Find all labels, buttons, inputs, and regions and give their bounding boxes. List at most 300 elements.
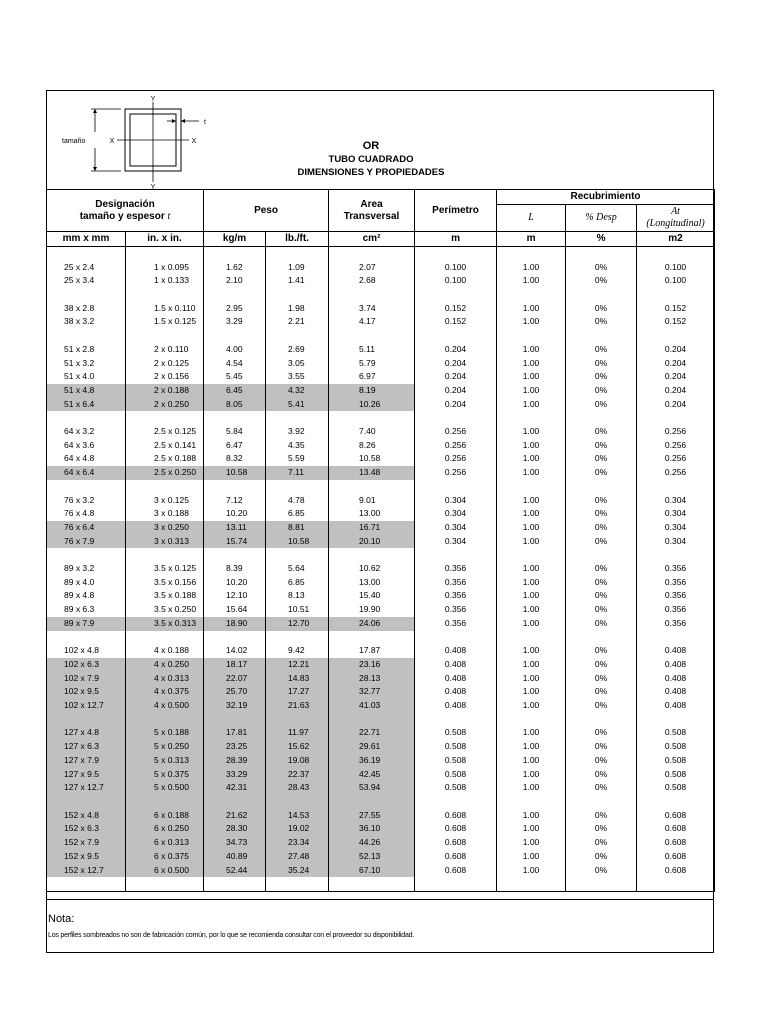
spacer-cell: [47, 877, 126, 891]
cell-desp: 0%: [566, 809, 637, 823]
header-area: Area Transversal: [329, 190, 415, 232]
cell-per: 0.408: [415, 699, 497, 713]
cell-inch: 6 x 0.500: [126, 864, 204, 878]
spacer-cell: [204, 288, 266, 302]
table-row: [47, 781, 715, 795]
spacer-row: [47, 877, 715, 891]
cell-per: 0.608: [415, 836, 497, 850]
cell-L: 1.00: [497, 466, 566, 480]
cell-mm: 127 x 12.7: [47, 781, 126, 795]
square-tube-section-diagram: [57, 94, 247, 190]
cell-L: 1.00: [497, 507, 566, 521]
cell-at: 0.204: [637, 370, 715, 384]
cell-at: 0.100: [637, 261, 715, 275]
table-row: [47, 685, 715, 699]
cell-inch: 3.5 x 0.188: [126, 589, 204, 603]
unit-header-0: mm x mm: [47, 232, 126, 247]
cell-mm: 64 x 3.2: [47, 425, 126, 439]
header-desp: % Desp: [566, 205, 637, 232]
cell-desp: 0%: [566, 357, 637, 371]
cell-desp: 0%: [566, 726, 637, 740]
cell-L: 1.00: [497, 740, 566, 754]
cell-lb: 1.09: [266, 261, 329, 275]
spacer-cell: [329, 411, 415, 425]
cell-mm: 89 x 4.0: [47, 576, 126, 590]
cell-L: 1.00: [497, 658, 566, 672]
cell-area: 28.13: [329, 672, 415, 686]
cell-mm: 89 x 4.8: [47, 589, 126, 603]
cell-per: 0.152: [415, 302, 497, 316]
cell-mm: 89 x 3.2: [47, 562, 126, 576]
spacer-cell: [497, 548, 566, 562]
cell-L: 1.00: [497, 452, 566, 466]
cell-mm: 64 x 3.6: [47, 439, 126, 453]
cell-lb: 19.02: [266, 822, 329, 836]
spacer-cell: [497, 713, 566, 727]
cell-area: 52.13: [329, 850, 415, 864]
axis-y-top-label: Y: [150, 96, 156, 103]
cell-L: 1.00: [497, 494, 566, 508]
properties-table: [46, 189, 715, 892]
cell-desp: 0%: [566, 261, 637, 275]
cell-at: 0.256: [637, 425, 715, 439]
page-title: OR: [362, 140, 380, 152]
cell-lb: 5.64: [266, 562, 329, 576]
cell-kg: 1.62: [204, 261, 266, 275]
spacer-row: [47, 329, 715, 343]
cell-mm: 76 x 6.4: [47, 521, 126, 535]
cell-area: 44.26: [329, 836, 415, 850]
cell-area: 13.00: [329, 507, 415, 521]
note-area: [47, 899, 713, 954]
spacer-row: [47, 247, 715, 261]
table-row: [47, 302, 715, 316]
unit-header-2: kg/m: [204, 232, 266, 247]
cell-per: 0.100: [415, 274, 497, 288]
cell-desp: 0%: [566, 685, 637, 699]
cell-kg: 18.17: [204, 658, 266, 672]
cell-desp: 0%: [566, 452, 637, 466]
cell-lb: 19.08: [266, 754, 329, 768]
cell-inch: 6 x 0.375: [126, 850, 204, 864]
thickness-label: t: [204, 119, 206, 126]
cell-kg: 18.90: [204, 617, 266, 631]
cell-inch: 2 x 0.125: [126, 357, 204, 371]
table-row: [47, 357, 715, 371]
cell-at: 0.508: [637, 740, 715, 754]
table-row: [47, 864, 715, 878]
cell-mm: 152 x 6.3: [47, 822, 126, 836]
spacer-cell: [126, 288, 204, 302]
cell-lb: 6.85: [266, 507, 329, 521]
cell-desp: 0%: [566, 836, 637, 850]
table-row: [47, 261, 715, 275]
document-sheet: [46, 90, 714, 953]
cell-L: 1.00: [497, 822, 566, 836]
cell-desp: 0%: [566, 672, 637, 686]
cell-lb: 10.58: [266, 535, 329, 549]
table-row: [47, 589, 715, 603]
spacer-cell: [47, 795, 126, 809]
cell-area: 10.58: [329, 452, 415, 466]
cell-inch: 2 x 0.110: [126, 343, 204, 357]
cell-mm: 51 x 4.0: [47, 370, 126, 384]
cell-lb: 6.85: [266, 576, 329, 590]
cell-area: 3.74: [329, 302, 415, 316]
spacer-cell: [126, 877, 204, 891]
cell-area: 23.16: [329, 658, 415, 672]
cell-inch: 4 x 0.313: [126, 672, 204, 686]
cell-L: 1.00: [497, 726, 566, 740]
cell-lb: 8.81: [266, 521, 329, 535]
cell-per: 0.204: [415, 384, 497, 398]
cell-per: 0.508: [415, 740, 497, 754]
spacer-cell: [329, 631, 415, 645]
cell-inch: 5 x 0.375: [126, 768, 204, 782]
cell-inch: 1 x 0.133: [126, 274, 204, 288]
cell-desp: 0%: [566, 850, 637, 864]
spacer-cell: [415, 480, 497, 494]
cell-area: 41.03: [329, 699, 415, 713]
spacer-cell: [637, 795, 715, 809]
cell-per: 0.408: [415, 658, 497, 672]
spacer-cell: [566, 480, 637, 494]
cell-per: 0.100: [415, 261, 497, 275]
spacer-cell: [497, 631, 566, 645]
cell-at: 0.508: [637, 781, 715, 795]
table-row: [47, 644, 715, 658]
table-row: [47, 425, 715, 439]
cell-lb: 2.69: [266, 343, 329, 357]
cell-mm: 152 x 12.7: [47, 864, 126, 878]
table-row: [47, 494, 715, 508]
table-row: [47, 850, 715, 864]
cell-lb: 23.34: [266, 836, 329, 850]
spacer-row: [47, 548, 715, 562]
cell-desp: 0%: [566, 384, 637, 398]
header-perimetro: Perímetro: [415, 190, 497, 232]
spacer-cell: [204, 795, 266, 809]
cell-at: 0.408: [637, 658, 715, 672]
spacer-cell: [637, 288, 715, 302]
cell-inch: 1.5 x 0.110: [126, 302, 204, 316]
cell-L: 1.00: [497, 370, 566, 384]
cell-at: 0.508: [637, 768, 715, 782]
spacer-cell: [637, 548, 715, 562]
cell-desp: 0%: [566, 781, 637, 795]
spacer-cell: [204, 411, 266, 425]
spacer-cell: [637, 411, 715, 425]
spacer-cell: [329, 480, 415, 494]
cell-inch: 2 x 0.250: [126, 398, 204, 412]
table-row: [47, 754, 715, 768]
cell-mm: 25 x 3.4: [47, 274, 126, 288]
header-recubrimiento: Recubrimiento: [497, 190, 715, 205]
cell-kg: 2.95: [204, 302, 266, 316]
cell-area: 9.01: [329, 494, 415, 508]
cell-L: 1.00: [497, 425, 566, 439]
cell-at: 0.508: [637, 754, 715, 768]
spacer-cell: [266, 480, 329, 494]
header-L: L: [497, 205, 566, 232]
cell-kg: 14.02: [204, 644, 266, 658]
spacer-row: [47, 411, 715, 425]
spacer-row: [47, 480, 715, 494]
cell-lb: 22.37: [266, 768, 329, 782]
spacer-cell: [266, 877, 329, 891]
cell-per: 0.356: [415, 576, 497, 590]
cell-desp: 0%: [566, 274, 637, 288]
cell-per: 0.204: [415, 343, 497, 357]
cell-kg: 5.84: [204, 425, 266, 439]
spacer-cell: [266, 548, 329, 562]
cell-at: 0.304: [637, 535, 715, 549]
spacer-cell: [47, 548, 126, 562]
cell-at: 0.408: [637, 699, 715, 713]
cell-at: 0.256: [637, 439, 715, 453]
unit-header-7: %: [566, 232, 637, 247]
cell-at: 0.356: [637, 603, 715, 617]
cell-kg: 10.20: [204, 507, 266, 521]
cell-at: 0.256: [637, 466, 715, 480]
spacer-cell: [126, 713, 204, 727]
cell-at: 0.304: [637, 507, 715, 521]
spacer-cell: [566, 795, 637, 809]
cell-inch: 5 x 0.250: [126, 740, 204, 754]
cell-kg: 28.30: [204, 822, 266, 836]
spacer-cell: [566, 288, 637, 302]
cell-kg: 8.39: [204, 562, 266, 576]
cell-desp: 0%: [566, 494, 637, 508]
cell-desp: 0%: [566, 562, 637, 576]
spacer-cell: [415, 548, 497, 562]
cell-at: 0.408: [637, 685, 715, 699]
unit-header-4: cm²: [329, 232, 415, 247]
cell-desp: 0%: [566, 603, 637, 617]
cell-area: 53.94: [329, 781, 415, 795]
spacer-cell: [329, 329, 415, 343]
cell-kg: 33.29: [204, 768, 266, 782]
cell-area: 8.26: [329, 439, 415, 453]
cell-kg: 2.10: [204, 274, 266, 288]
cell-inch: 3.5 x 0.156: [126, 576, 204, 590]
cell-lb: 5.59: [266, 452, 329, 466]
cell-per: 0.304: [415, 494, 497, 508]
cell-at: 0.204: [637, 398, 715, 412]
cell-area: 7.40: [329, 425, 415, 439]
cell-lb: 5.41: [266, 398, 329, 412]
cell-per: 0.408: [415, 672, 497, 686]
cell-per: 0.152: [415, 315, 497, 329]
cell-area: 36.19: [329, 754, 415, 768]
spacer-cell: [47, 329, 126, 343]
unit-header-6: m: [497, 232, 566, 247]
spacer-cell: [126, 480, 204, 494]
cell-per: 0.356: [415, 603, 497, 617]
spacer-cell: [566, 247, 637, 261]
cell-area: 17.87: [329, 644, 415, 658]
table-row: [47, 809, 715, 823]
cell-kg: 17.81: [204, 726, 266, 740]
cell-desp: 0%: [566, 343, 637, 357]
cell-at: 0.204: [637, 357, 715, 371]
spacer-cell: [566, 411, 637, 425]
cell-kg: 3.29: [204, 315, 266, 329]
cell-desp: 0%: [566, 507, 637, 521]
cell-at: 0.304: [637, 521, 715, 535]
cell-mm: 152 x 9.5: [47, 850, 126, 864]
spacer-cell: [204, 713, 266, 727]
cell-lb: 4.78: [266, 494, 329, 508]
cell-per: 0.304: [415, 535, 497, 549]
note-text: Los perfiles sombreados no son de fabricación común, por lo que se recomienda consultar con el proveedor su disponibilidad.: [48, 932, 415, 939]
spacer-cell: [47, 411, 126, 425]
cell-area: 19.90: [329, 603, 415, 617]
spacer-cell: [415, 877, 497, 891]
spacer-cell: [566, 631, 637, 645]
cell-mm: 51 x 4.8: [47, 384, 126, 398]
table-row: [47, 768, 715, 782]
cell-mm: 76 x 7.9: [47, 535, 126, 549]
cell-L: 1.00: [497, 343, 566, 357]
cell-at: 0.356: [637, 589, 715, 603]
table-row: [47, 562, 715, 576]
cell-kg: 22.07: [204, 672, 266, 686]
cell-inch: 4 x 0.500: [126, 699, 204, 713]
cell-lb: 8.13: [266, 589, 329, 603]
spacer-cell: [415, 288, 497, 302]
header-peso: Peso: [204, 190, 329, 232]
cell-desp: 0%: [566, 521, 637, 535]
spacer-cell: [637, 247, 715, 261]
cell-kg: 4.54: [204, 357, 266, 371]
table-row: [47, 274, 715, 288]
table-row: [47, 521, 715, 535]
cell-desp: 0%: [566, 699, 637, 713]
cell-inch: 4 x 0.375: [126, 685, 204, 699]
cell-kg: 12.10: [204, 589, 266, 603]
cell-mm: 89 x 6.3: [47, 603, 126, 617]
cell-at: 0.408: [637, 672, 715, 686]
cell-area: 67.10: [329, 864, 415, 878]
spacer-cell: [266, 713, 329, 727]
spacer-row: [47, 288, 715, 302]
cell-lb: 14.53: [266, 809, 329, 823]
spacer-cell: [266, 411, 329, 425]
table-row: [47, 535, 715, 549]
cell-desp: 0%: [566, 617, 637, 631]
spacer-cell: [204, 548, 266, 562]
cell-mm: 102 x 4.8: [47, 644, 126, 658]
header-designacion: Designación tamaño y espesor t: [47, 190, 204, 232]
table-row: [47, 507, 715, 521]
cell-at: 0.608: [637, 850, 715, 864]
table-row: [47, 740, 715, 754]
spacer-cell: [204, 480, 266, 494]
spacer-cell: [415, 713, 497, 727]
spacer-row: [47, 631, 715, 645]
cell-at: 0.304: [637, 494, 715, 508]
cell-L: 1.00: [497, 672, 566, 686]
cell-at: 0.356: [637, 617, 715, 631]
cell-kg: 15.74: [204, 535, 266, 549]
spacer-cell: [415, 247, 497, 261]
cell-L: 1.00: [497, 617, 566, 631]
cell-mm: 152 x 4.8: [47, 809, 126, 823]
cell-per: 0.356: [415, 589, 497, 603]
cell-area: 20.10: [329, 535, 415, 549]
table-row: [47, 822, 715, 836]
table-row: [47, 370, 715, 384]
spacer-cell: [637, 480, 715, 494]
cell-lb: 9.42: [266, 644, 329, 658]
cell-inch: 2.5 x 0.250: [126, 466, 204, 480]
table-row: [47, 617, 715, 631]
cell-desp: 0%: [566, 398, 637, 412]
cell-mm: 38 x 3.2: [47, 315, 126, 329]
cell-L: 1.00: [497, 781, 566, 795]
spacer-cell: [329, 877, 415, 891]
spacer-cell: [566, 713, 637, 727]
table-row: [47, 439, 715, 453]
cell-per: 0.508: [415, 768, 497, 782]
cell-kg: 7.12: [204, 494, 266, 508]
note-label: Nota:: [48, 913, 75, 925]
cell-kg: 21.62: [204, 809, 266, 823]
cell-per: 0.608: [415, 822, 497, 836]
cell-L: 1.00: [497, 384, 566, 398]
table-row: [47, 672, 715, 686]
cell-inch: 3 x 0.313: [126, 535, 204, 549]
cell-L: 1.00: [497, 576, 566, 590]
spacer-cell: [415, 411, 497, 425]
axis-x-left-label: X: [109, 138, 115, 145]
table-row: [47, 726, 715, 740]
cell-L: 1.00: [497, 644, 566, 658]
cell-mm: 102 x 9.5: [47, 685, 126, 699]
cell-kg: 25.70: [204, 685, 266, 699]
cell-kg: 40.89: [204, 850, 266, 864]
cell-L: 1.00: [497, 850, 566, 864]
cell-lb: 35.24: [266, 864, 329, 878]
cell-L: 1.00: [497, 302, 566, 316]
spacer-row: [47, 795, 715, 809]
cell-area: 10.62: [329, 562, 415, 576]
spacer-cell: [266, 288, 329, 302]
cell-lb: 11.97: [266, 726, 329, 740]
cell-inch: 3.5 x 0.313: [126, 617, 204, 631]
cell-mm: 152 x 7.9: [47, 836, 126, 850]
cell-kg: 8.05: [204, 398, 266, 412]
cell-mm: 38 x 2.8: [47, 302, 126, 316]
cell-area: 5.79: [329, 357, 415, 371]
cell-at: 0.608: [637, 864, 715, 878]
cell-area: 8.19: [329, 384, 415, 398]
spacer-cell: [204, 247, 266, 261]
spacer-cell: [415, 631, 497, 645]
cell-area: 29.61: [329, 740, 415, 754]
spacer-cell: [204, 329, 266, 343]
spacer-cell: [497, 247, 566, 261]
cell-L: 1.00: [497, 535, 566, 549]
cell-area: 42.45: [329, 768, 415, 782]
cell-area: 2.68: [329, 274, 415, 288]
cell-per: 0.408: [415, 644, 497, 658]
cell-L: 1.00: [497, 439, 566, 453]
cell-at: 0.508: [637, 726, 715, 740]
cell-per: 0.608: [415, 809, 497, 823]
cell-desp: 0%: [566, 576, 637, 590]
